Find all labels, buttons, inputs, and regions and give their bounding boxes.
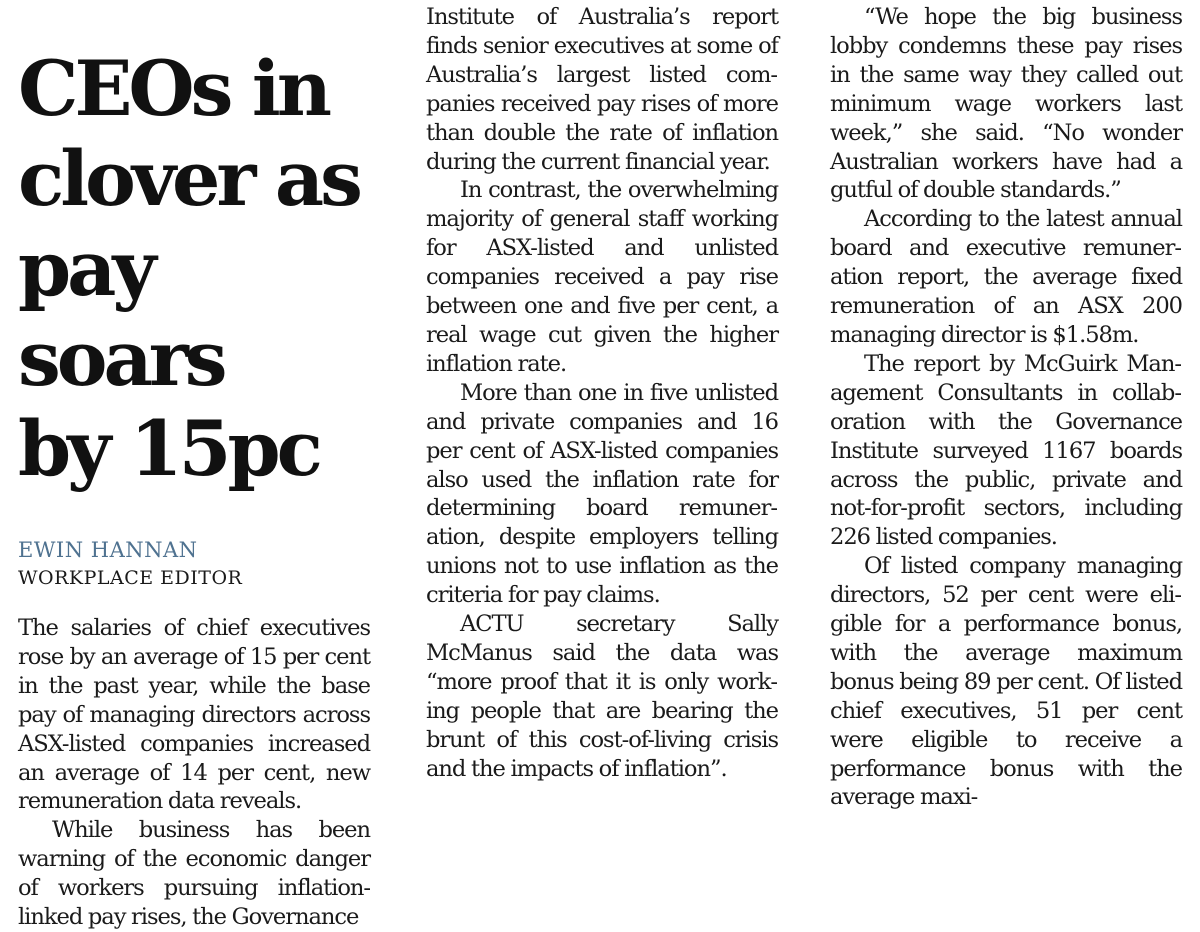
author-role: WORKPLACE EDITOR: [18, 567, 243, 589]
paragraph-2-part-2: Institute of Australia’s report finds senior executives at some of Australia’s largest listed companies received pay rises of more than double the rate of inflation during the current financial year.: [426, 4, 778, 175]
article-column-3: [830, 0, 1182, 861]
paragraph-6: “We hope the big business lobby condemns these pay rises in the same way they called out minimum wage workers last week,” she said. “No wonder Australian workers have had a gutful of double standards.”: [830, 4, 1182, 204]
paragraph-1: The salaries of chief executives rose by an average of 15 per cent in the past year, while the base pay of managing directors across ASX-listed companies increased an average of 14 per cent, new remuneration data reveals.: [18, 615, 370, 815]
byline: [18, 536, 370, 590]
paragraph-4: More than one in five unlisted and private companies and 16 per cent of ASX-listed companies also used the inflation rate for determining board remuneration, despite employers telling unions not to use inflation as the criteria for pay claims.: [426, 379, 778, 609]
paragraph-2-part-1: While business has been warning of the economic danger of workers pursuing inflation-linked pay rises, the Governance: [18, 817, 370, 931]
paragraph-7: According to the latest annual board and executive remuneration report, the average fixed remuneration of an ASX 200 managing director is $1.58m.: [830, 206, 1182, 348]
paragraph-9: Of listed company managing directors, 52 per cent were eligible for a performance bonus, with the average maximum bonus being 89 per cent. Of listed chief executives, 51 per cent were eligible to receive a performance bonus with the average maxi-: [830, 553, 1182, 811]
paragraph-3: In contrast, the overwhelming majority of general staff working for ASX-listed and unlisted companies received a pay rise between one and five per cent, a real wage cut given the higher inflation rate.: [426, 177, 778, 377]
paragraph-5: ACTU secretary Sally McManus said the data was “more proof that it is only working people that are bearing the brunt of this cost-of-living crisis and the impacts of inflation”.: [426, 611, 778, 782]
headline: CEOs in clover as pay soars by 15pc: [18, 44, 359, 493]
article-body-part-1: [18, 614, 370, 932]
paragraph-8: The report by McGuirk Management Consultants in collaboration with the Governance Institute surveyed 1167 boards across the public, private and not-for-profit sectors, including 226 listed companies.: [830, 350, 1182, 551]
article-column-1: [18, 0, 370, 931]
article-column-2: [426, 0, 778, 861]
author-name: EWIN HANNAN: [18, 538, 198, 562]
